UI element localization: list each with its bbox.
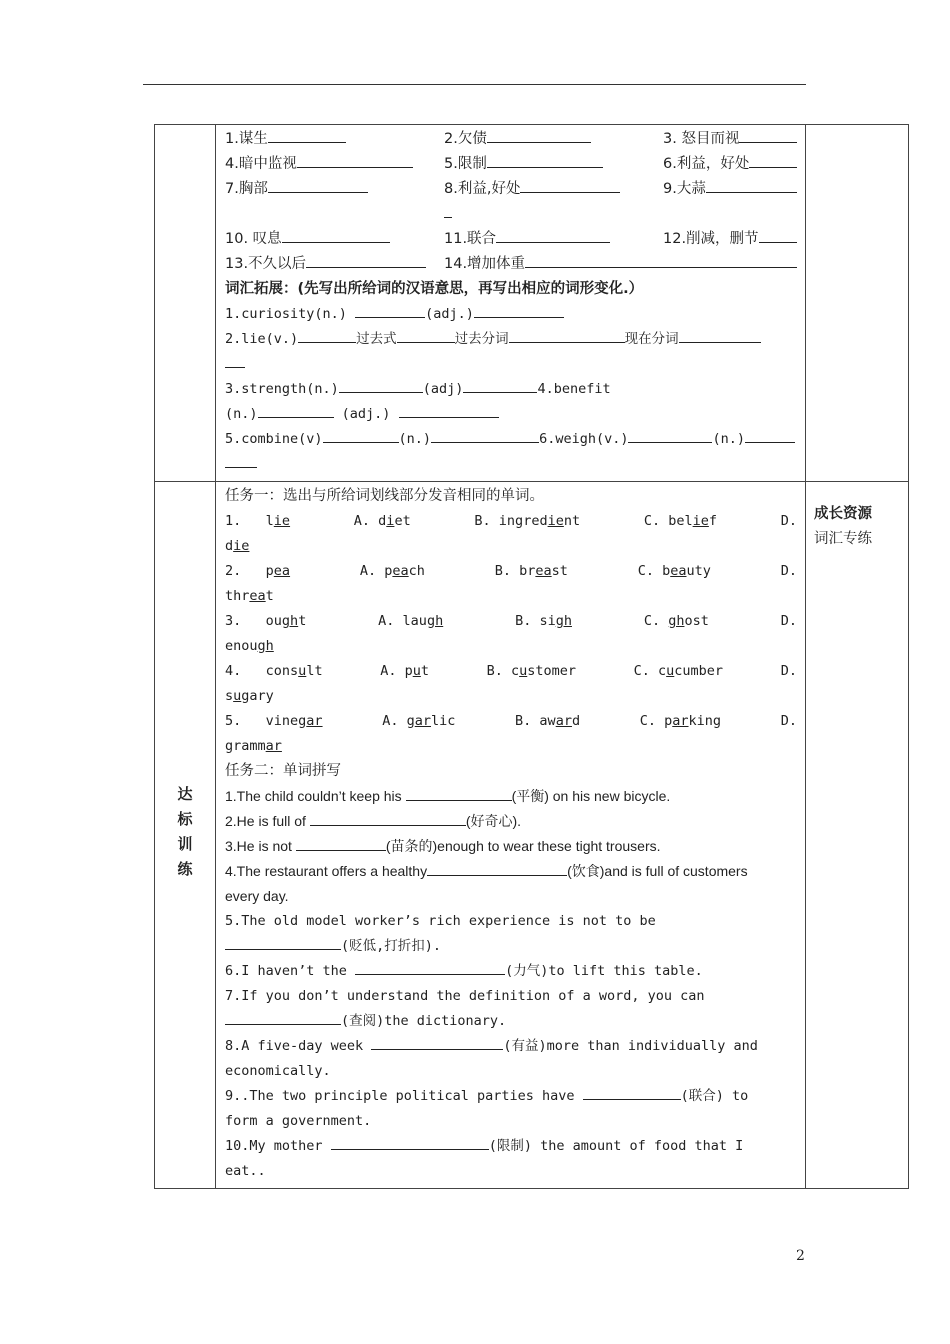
resource-cell: [806, 482, 909, 1189]
expansion-title: 词汇拓展：(先写出所给词的汉语意思，再写出相应的词形变化.）: [225, 281, 644, 297]
vocab-item: 1.谋生: [225, 127, 444, 152]
vocab-item: 3. 怒目而视: [663, 127, 797, 152]
task1-title: 任务一：选出与所给词划线部分发音相同的单词。: [225, 488, 544, 504]
task2-sentence: 8.A five-day week (有益)more than individually and: [225, 1034, 797, 1059]
task2-title: 任务二：单词拼写: [225, 763, 341, 779]
header-rule: [143, 84, 806, 85]
vocab-item: 8.利益,好处: [444, 177, 663, 202]
task1-question: 5. vinegar A. garlic B. award C. parking D. grammar: [225, 713, 797, 754]
practice-content: 任务一：选出与所给词划线部分发音相同的单词。 1. lie A. diet B. ingredient C. belief D. die 2. pea A. peach B. breast C. beauty D. threat 3. ought A. laugh B. sigh C. ghost D. enough 4. consult A. put B. customer C. cucumber D. sugary 5. vinegar A. garlic B. award C. parking D. grammar 任务二：单词拼写 1.The child couldn’t keep his (平衡) on his new bicycle. 2.He is full of (好奇心). 3.He is not (苗条的)enough to wear these tight trousers. 4.The restaurant offers a healthy (饮食)and is full of customers every day. 5.The old model worker’s rich experience is not to be (贬低,打折扣). 6.I haven’t the (力气)to lift this table. 7.If you don’t understand the definition of a word, you can (查阅)the dictionary. 8.A five-day week (有益)more than individually and economically. 9..The two principle political parties have (联合) to form a government. 10.My mother (限制) the amount of food that I eat..: [216, 482, 806, 1189]
task2-sentence: 2.He is full of (好奇心).: [225, 813, 522, 829]
vocab-row: [155, 125, 909, 482]
expansion-line-5: 5.combine(v) (n.) 6.weigh(v.) (n.): [225, 427, 797, 452]
vocab-item: 14.增加体重: [444, 252, 797, 277]
expansion-line-3: 3.strength(n.) (adj) 4.benefit: [225, 377, 797, 402]
task2-sentence: 6.I haven’t the (力气)to lift this table.: [225, 959, 797, 984]
resource-subtitle: 词汇专练: [814, 531, 872, 547]
vocab-item: 7.胸部: [225, 177, 444, 202]
vocab-item: 6.利益，好处: [663, 152, 797, 177]
task2-sentence: 9..The two principle political parties have (联合) to: [225, 1084, 797, 1109]
task1-question: 4. consult A. put B. customer C. cucumber D. sugary: [225, 663, 797, 704]
task2-sentence: 7.If you don’t understand the definition of a word, you can: [225, 988, 705, 1004]
task2-sentence: 4.The restaurant offers a healthy (饮食)and is full of customers: [225, 863, 748, 879]
vocab-item: 4.暗中监视: [225, 152, 444, 177]
section-label: 达 标 训 练: [155, 482, 216, 1189]
empty-side-cell: [806, 125, 909, 482]
expansion-line-2: 2.lie(v.) 过去式 过去分词 现在分词: [225, 327, 797, 352]
task2-sentence: 1.The child couldn’t keep his (平衡) on his new bicycle.: [225, 788, 671, 804]
vocab-grid: [225, 127, 797, 277]
vocab-item: 11.联合: [444, 227, 663, 252]
expansion-line-1: 1.curiosity(n.) (adj.): [225, 302, 797, 327]
page-number: 2: [796, 1248, 805, 1264]
practice-row: [155, 482, 909, 1189]
worksheet-table: [154, 124, 909, 1189]
vocab-item: 5.限制: [444, 152, 663, 177]
task2-sentence: 5.The old model worker’s rich experience is not to be: [225, 913, 656, 929]
vocab-item: 12.削减，删节: [663, 227, 797, 252]
vocab-item: 10. 叹息: [225, 227, 444, 252]
vocab-content: [216, 125, 806, 482]
empty-label-cell: [155, 125, 216, 482]
task1-question: 2. pea A. peach B. breast C. beauty D. threat: [225, 563, 797, 604]
expansion-line-4: (n.) (adj.): [225, 402, 797, 427]
vocab-item: 13.不久以后: [225, 252, 444, 277]
task2-sentence: 10.My mother (限制) the amount of food that I: [225, 1134, 797, 1159]
vocab-item: 2.欠债: [444, 127, 663, 152]
vocab-item: 9.大蒜: [663, 177, 797, 202]
task1-question: 3. ought A. laugh B. sigh C. ghost D. enough: [225, 613, 797, 654]
task1-question: 1. lie A. diet B. ingredient C. belief D. die: [225, 513, 797, 554]
task2-sentence: 3.He is not (苗条的)enough to wear these tight trousers.: [225, 838, 661, 854]
resource-title: 成长资源: [814, 506, 872, 522]
